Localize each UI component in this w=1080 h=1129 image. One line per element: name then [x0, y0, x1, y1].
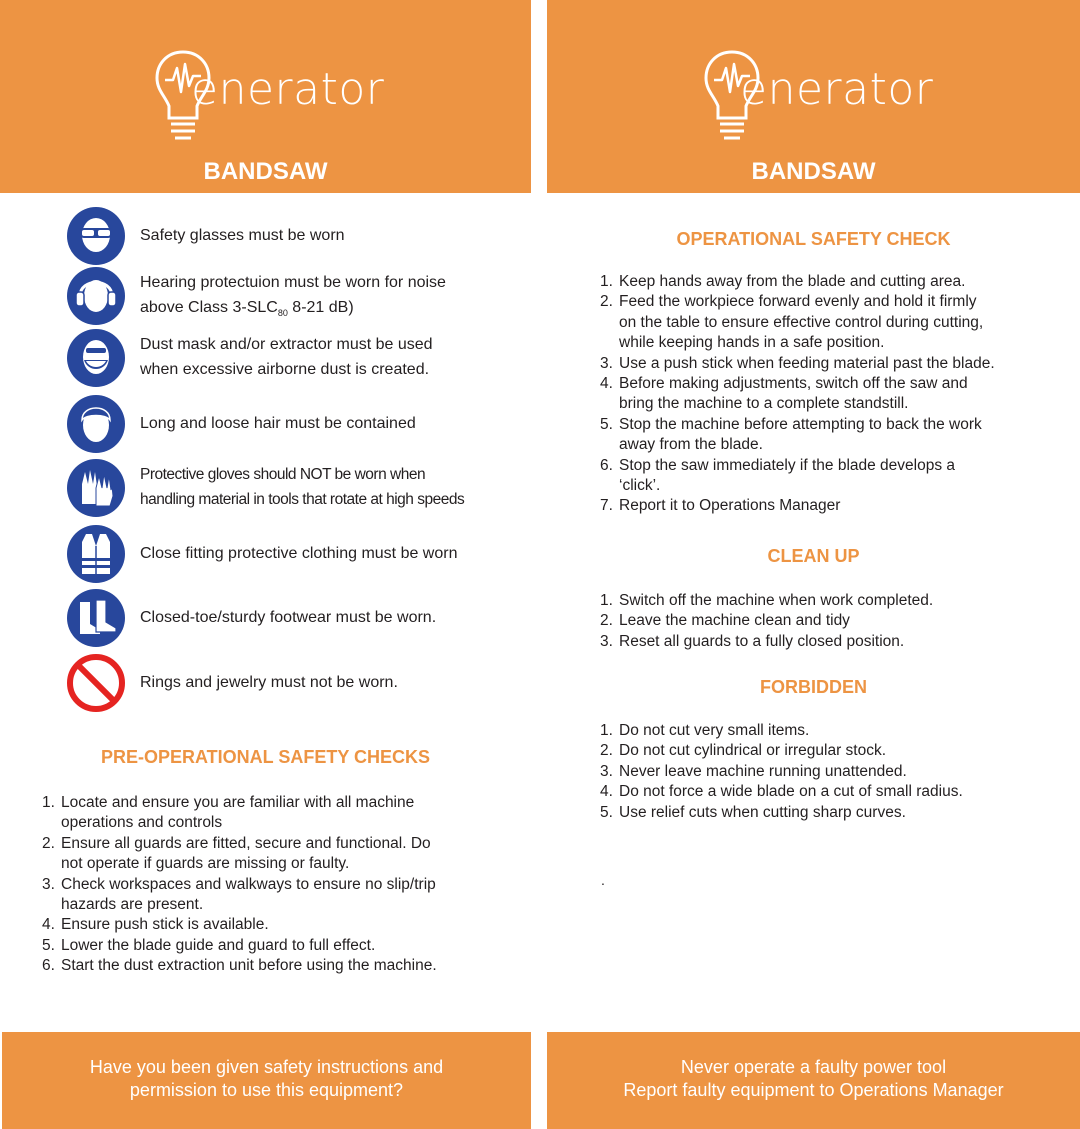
list-item: 4. Ensure push stick is available. — [42, 916, 269, 934]
ppe-label: Safety glasses must be worn — [140, 227, 345, 244]
ppe-label: Rings and jewelry must not be worn. — [140, 674, 398, 691]
pre-operational-list — [42, 793, 437, 977]
list-item: 1. Keep hands away from the blade and cutting area. — [600, 273, 966, 290]
page-title: BANDSAW — [751, 158, 876, 185]
hair-net-icon — [66, 394, 126, 454]
list-item: 3. Reset all guards to a fully closed position. — [600, 632, 905, 650]
forbidden-list — [600, 721, 963, 823]
list-item: 5. Lower the blade guide and guard to full effect. — [42, 936, 376, 954]
clean-up-list — [600, 591, 933, 652]
safety-boots-icon — [66, 588, 126, 648]
safety-glasses-icon — [66, 206, 126, 266]
section-heading-pre-operational: PRE-OPERATIONAL SAFETY CHECKS — [100, 747, 431, 767]
list-item: 6. Start the dust extraction unit before using the machine. — [42, 957, 437, 975]
right-header — [547, 0, 1080, 193]
protective-vest-icon — [66, 524, 126, 584]
section-heading-forbidden: FORBIDDEN — [760, 677, 867, 697]
list-item: 1. Switch off the machine when work completed. — [600, 592, 934, 609]
generator-logo — [153, 48, 413, 153]
footer-left-banner: Have you been given safety instructions and permission to use this equipment? — [2, 1032, 531, 1129]
ppe-label: Closed-toe/sturdy footwear must be worn. — [140, 609, 437, 626]
ppe-label: Protective gloves should NOT be worn when handling material in tools that rotate at high speeds — [140, 466, 465, 508]
gloves-icon — [66, 458, 126, 518]
list-item: 3. Never leave machine running unattended. — [600, 762, 907, 780]
generator-logo — [702, 48, 962, 153]
list-item: 4. Before making adjustments, switch off the saw and bring the machine to a complete standstill. — [600, 375, 968, 413]
ppe-item-hair — [66, 394, 526, 454]
list-item: 1. Locate and ensure you are familiar with all machine operations and controls — [42, 794, 415, 832]
hearing-protection-icon — [66, 266, 126, 326]
dust-mask-icon — [66, 328, 126, 388]
ppe-label: Hearing protectuion must be worn for noise above Class $3-SLC_{80}$ 8-21 dB) — [140, 274, 446, 319]
ppe-item-hearing-protection — [66, 266, 526, 326]
list-item: 3. Check workspaces and walkways to ensure no slip/trip hazards are present. — [42, 875, 436, 914]
ppe-item-safety-glasses — [66, 206, 526, 266]
ppe-item-vest — [66, 524, 526, 584]
section-heading-clean-up: CLEAN UP — [767, 546, 860, 566]
list-item: 6. Stop the saw immediately if the blade develops a ‘click’. — [600, 456, 956, 495]
list-item: 2. Feed the workpiece forward evenly and hold it firmly on the table to ensure effective control during cutting, while keeping hands in a safe position. — [600, 293, 984, 352]
page-title: BANDSAW — [203, 158, 328, 185]
list-item: 5. Stop the machine before attempting to back the work away from the blade. — [600, 415, 982, 454]
list-item: 2. Do not cut cylindrical or irregular stock. — [600, 742, 887, 760]
list-item: 1. Do not cut very small items. — [600, 722, 810, 739]
logo-text: enerator — [191, 64, 385, 115]
list-item: 7. Report it to Operations Manager — [600, 497, 841, 515]
section-heading-operational: OPERATIONAL SAFETY CHECK — [676, 229, 951, 249]
logo-text: enerator — [740, 64, 934, 115]
ppe-label: Close fitting protective clothing must be worn — [140, 545, 458, 562]
ppe-label: Dust mask and/or extractor must be used when excessive airborne dust is created. — [140, 336, 433, 378]
left-header — [0, 0, 531, 193]
list-item: 2. Leave the machine clean and tidy — [600, 612, 850, 630]
ppe-item-jewelry — [66, 653, 526, 713]
list-item: 3. Use a push stick when feeding material past the blade. — [600, 354, 995, 372]
operational-list — [600, 272, 995, 517]
list-item: 5. Use relief cuts when cutting sharp curves. — [600, 803, 906, 821]
prohibited-icon — [66, 653, 126, 713]
ppe-item-gloves — [66, 458, 526, 518]
footer-right-banner: Never operate a faulty power tool Report faulty equipment to Operations Manager — [547, 1032, 1080, 1129]
ppe-label: Long and loose hair must be contained — [140, 415, 416, 432]
stray-dot: . — [601, 872, 605, 888]
ppe-item-footwear — [66, 588, 526, 648]
list-item: 4. Do not force a wide blade on a cut of small radius. — [600, 783, 963, 801]
ppe-item-dust-mask — [66, 328, 526, 388]
list-item: 2. Ensure all guards are fitted, secure and functional. Do not operate if guards are missing or faulty. — [42, 834, 431, 873]
